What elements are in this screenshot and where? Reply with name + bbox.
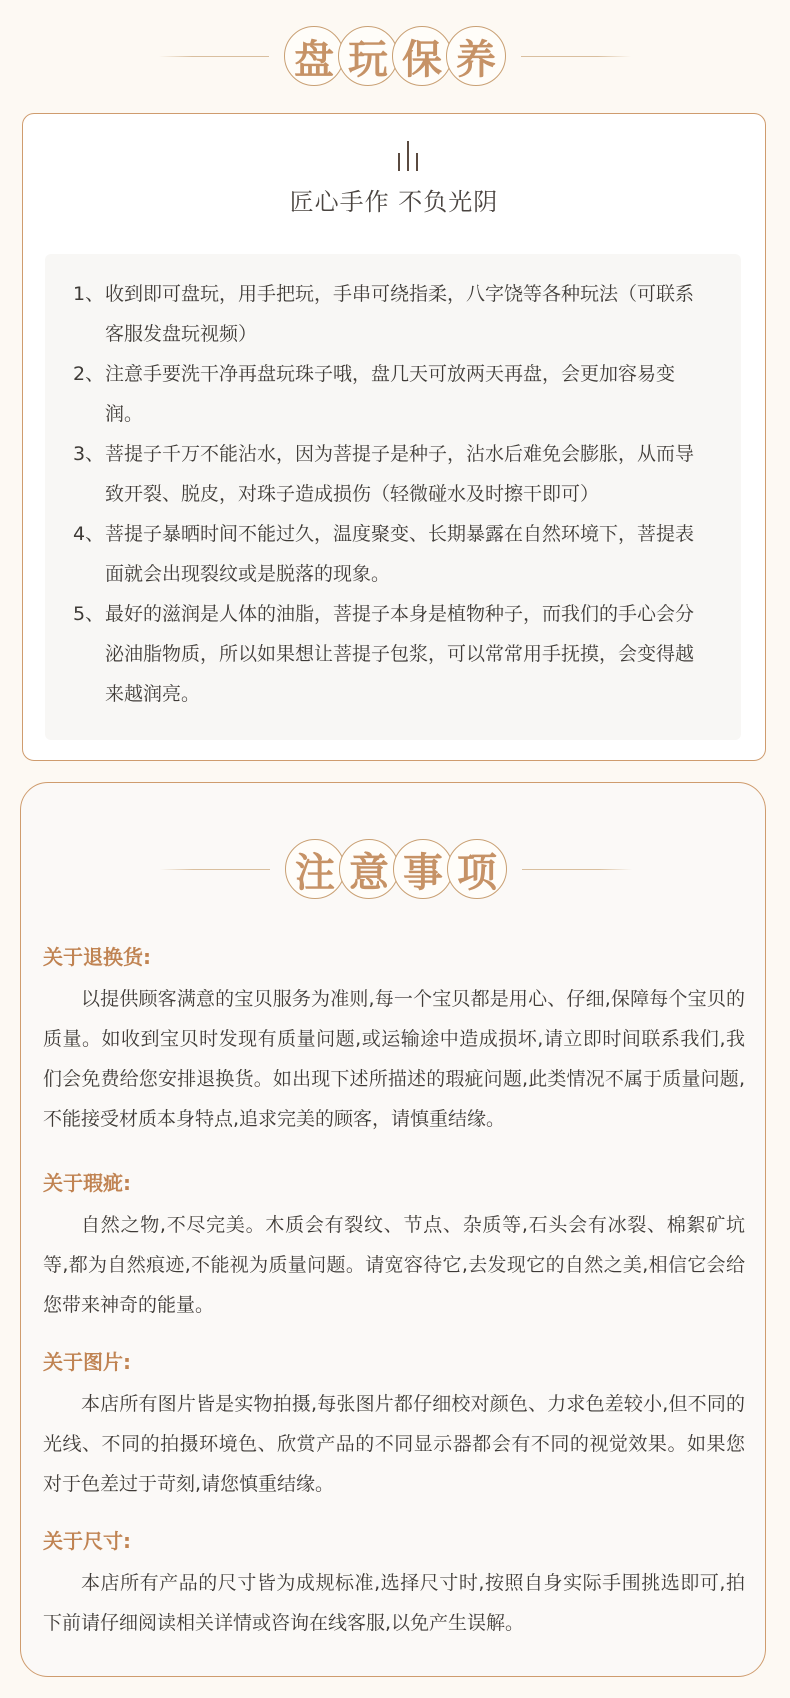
step-number: 5、 bbox=[73, 603, 105, 625]
step-number: 3、 bbox=[73, 443, 105, 465]
notice-body-flaws: 自然之物,不尽完美。木质会有裂纹、节点、杂质等,石头会有冰裂、棉絮矿坑等,都为自然痕迹,不能视为质量问题。请宽容待它,去发现它的自然之美,相信它会给您带来神奇的能量。 bbox=[43, 1214, 745, 1316]
step-number: 2、 bbox=[73, 363, 105, 385]
care-card bbox=[22, 113, 766, 761]
title-char: 盘 bbox=[284, 26, 344, 86]
notice-card bbox=[20, 782, 766, 1677]
step-number: 1、 bbox=[73, 283, 105, 305]
title-char: 玩 bbox=[338, 26, 398, 86]
step-text: 菩提子千万不能沾水，因为菩提子是种子，沾水后难免会膨胀，从而导致开裂、脱皮，对珠子造成损伤（轻微碰水及时擦干即可） bbox=[105, 443, 695, 505]
step-text: 收到即可盘玩，用手把玩，手串可绕指柔，八字饶等各种玩法（可联系客服发盘玩视频） bbox=[105, 283, 695, 345]
notice-heading-flaws: 关于瑕疵: bbox=[43, 1171, 131, 1195]
title-char: 注 bbox=[285, 839, 345, 899]
care-step bbox=[73, 514, 703, 594]
notice-body-returns: 以提供顾客满意的宝贝服务为准则,每一个宝贝都是用心、仔细,保障每个宝贝的质量。如收到宝贝时发现有质量问题,或运输途中造成损坏,请立即时间联系我们,我们会免费给您安排退换货。如出现下述所描述的瑕疵问题,此类情况不属于质量问题,不能接受材质本身特点,追求完美的顾客，请慎重结缘。 bbox=[43, 988, 745, 1130]
care-step bbox=[73, 354, 703, 434]
title-char: 养 bbox=[446, 26, 506, 86]
step-text: 注意手要洗干净再盘玩珠子哦，盘几天可放两天再盘，会更加容易变润。 bbox=[105, 363, 676, 425]
step-number: 4、 bbox=[73, 523, 105, 545]
care-title bbox=[0, 24, 790, 88]
care-subtitle: 匠心手作 不负光阴 bbox=[289, 188, 499, 216]
notice-body-size: 本店所有产品的尺寸皆为成规标准,选择尺寸时,按照自身实际手围挑选即可,拍下前请仔细阅读相关详情或咨询在线客服,以免产生误解。 bbox=[43, 1572, 745, 1634]
step-text: 菩提子暴晒时间不能过久，温度聚变、长期暴露在自然环境下，菩提表面就会出现裂纹或是脱落的现象。 bbox=[105, 523, 695, 585]
title-char: 事 bbox=[393, 839, 453, 899]
notice-heading-images: 关于图片: bbox=[43, 1350, 131, 1374]
step-text: 最好的滋润是人体的油脂，菩提子本身是植物种子，而我们的手心会分泌油脂物质，所以如果想让菩提子包浆，可以常常用手抚摸，会变得越来越润亮。 bbox=[105, 603, 695, 705]
notice-title-chars bbox=[288, 839, 504, 899]
title-char: 保 bbox=[392, 26, 452, 86]
notice-title bbox=[1, 837, 790, 901]
title-divider-left bbox=[159, 56, 269, 57]
care-step bbox=[73, 594, 703, 714]
title-divider-right bbox=[522, 869, 632, 870]
title-char: 意 bbox=[339, 839, 399, 899]
care-step bbox=[73, 434, 703, 514]
care-title-chars bbox=[287, 26, 503, 86]
notice-heading-size: 关于尺寸: bbox=[43, 1529, 131, 1553]
notice-heading-returns: 关于退换货: bbox=[43, 945, 151, 969]
notice-body-images: 本店所有图片皆是实物拍摄,每张图片都仔细校对颜色、力求色差较小,但不同的光线、不同的拍摄环境色、欣赏产品的不同显示器都会有不同的视觉效果。如果您对于色差过于苛刻,请您慎重结缘。 bbox=[43, 1393, 745, 1495]
care-steps-box bbox=[45, 254, 741, 740]
title-divider-right bbox=[521, 56, 631, 57]
three-bars-icon bbox=[395, 139, 423, 171]
care-step bbox=[73, 274, 703, 354]
title-divider-left bbox=[160, 869, 270, 870]
title-char: 项 bbox=[447, 839, 507, 899]
